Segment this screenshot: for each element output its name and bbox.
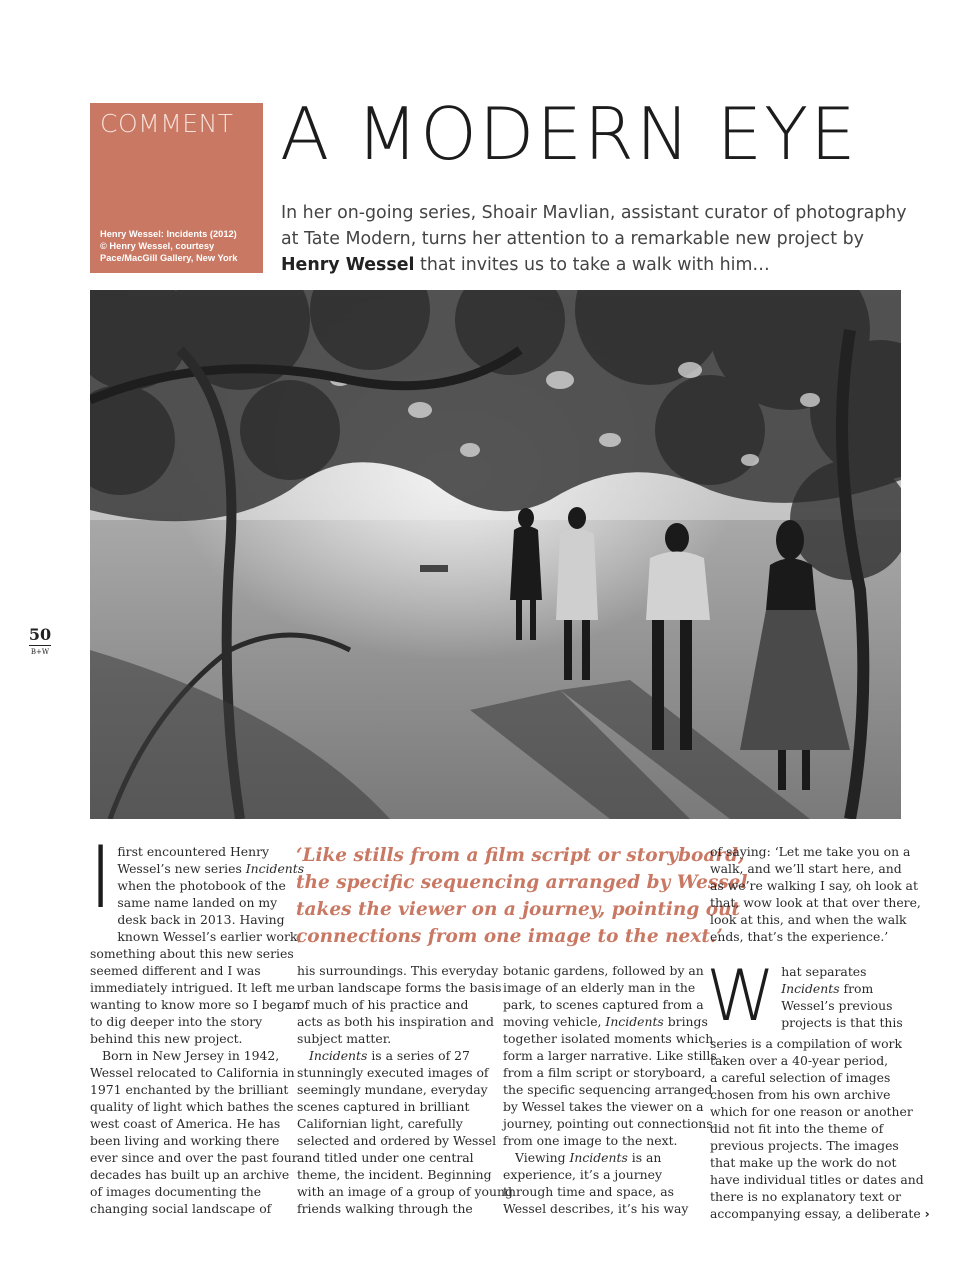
body-column-2	[297, 962, 513, 1217]
text-line: acts as both his inspiration and	[297, 1014, 494, 1029]
page-number: 50	[28, 625, 52, 644]
text-line: walk, and we’ll start here, and	[710, 861, 902, 876]
text-line: Wessel’s previous	[781, 998, 893, 1013]
text-line: first encountered Henry	[117, 844, 269, 859]
text-line: urban landscape forms the basis	[297, 980, 502, 995]
text-line: selected and ordered by Wessel	[297, 1133, 497, 1148]
text-line: previous projects. The images	[710, 1138, 899, 1153]
text-line: Born in New Jersey in 1942,	[102, 1048, 280, 1063]
text-line: chosen from his own archive	[710, 1087, 891, 1102]
standfirst-lead: In her on-going series, Shoair Mavlian, assistant curator of photography at Tate Modern, turns her attention to a remarkable new project by	[281, 203, 907, 249]
text-line: taken over a 40-year period,	[710, 1053, 889, 1068]
text-line: stunningly executed images of	[297, 1065, 489, 1080]
text-line: quality of light which bathes the	[90, 1099, 294, 1114]
text-line: Wessel describes, it’s his way	[503, 1201, 689, 1216]
text-line: experience, it’s a journey	[503, 1167, 662, 1182]
text-line: Wessel relocated to California in	[90, 1065, 295, 1080]
text-line: form a larger narrative. Like stills	[503, 1048, 717, 1063]
body-column-1	[88, 828, 305, 1217]
text-line: of saying: ‘Let me take you on a	[710, 844, 911, 859]
text-line: immediately intrigued. It left me	[90, 980, 295, 995]
text-line: have individual titles or dates and	[710, 1172, 924, 1187]
body-column-3	[503, 962, 717, 1217]
text-line: friends walking through the	[297, 1201, 473, 1216]
text-line: ends, that’s the experience.’	[710, 929, 889, 944]
text-line: look at this, and when the walk	[710, 912, 907, 927]
text-line: that make up the work do not	[710, 1155, 897, 1170]
text-line: behind this new project.	[90, 1031, 243, 1046]
dropcap: W	[706, 955, 776, 1037]
continue-arrow-icon: ›	[924, 1206, 930, 1221]
text-line: through time and space, as	[503, 1184, 674, 1199]
standfirst-tail: that invites us to take a walk with him…	[414, 255, 770, 275]
text-line-last	[710, 1205, 930, 1222]
text-line: subject matter.	[297, 1031, 392, 1046]
text-line: projects is that this	[781, 1015, 903, 1030]
hero-photograph	[90, 290, 901, 819]
text-line: seemingly mundane, everyday	[297, 1082, 488, 1097]
text-line: moving vehicle, Incidents brings	[503, 1014, 708, 1029]
text-line: changing social landscape of	[90, 1201, 272, 1216]
text-line: ever since and over the past four	[90, 1150, 298, 1165]
magazine-mark: B+W	[30, 648, 50, 656]
text-line: decades has built up an archive	[90, 1167, 290, 1182]
text-line: his surroundings. This everyday	[297, 963, 499, 978]
text-line: together isolated moments which	[503, 1031, 714, 1046]
text-line: hat separates	[781, 964, 867, 979]
text-line: same name landed on my	[117, 895, 278, 910]
text-line: something about this new series	[90, 946, 294, 961]
text-line: there is no explanatory text or	[710, 1189, 901, 1204]
text-line: as we’re walking I say, oh look at	[710, 878, 918, 893]
dropcap: I	[88, 828, 114, 928]
text-line: Wessel’s new series Incidents	[117, 861, 305, 876]
caption-line: © Henry Wessel, courtesy	[100, 241, 215, 251]
text-line: desk back in 2013. Having	[117, 912, 285, 927]
text-line: of images documenting the	[90, 1184, 262, 1199]
caption-line: Henry Wessel: Incidents (2012)	[100, 229, 237, 239]
photo-caption	[100, 228, 257, 264]
text-line: park, to scenes captured from a	[503, 997, 704, 1012]
page-folio	[20, 625, 60, 656]
text-line: a careful selection of images	[710, 1070, 891, 1085]
text-line: 1971 enchanted by the brilliant	[90, 1082, 289, 1097]
text-line: known Wessel’s earlier work,	[117, 929, 302, 944]
pull-quote	[296, 842, 748, 950]
text-line: to dig deeper into the story	[90, 1014, 263, 1029]
text-line: which for one reason or another	[710, 1104, 913, 1119]
text-line: and titled under one central	[297, 1150, 474, 1165]
caption-line: Pace/MacGill Gallery, New York	[100, 253, 238, 263]
text-line: Incidents is a series of 27	[309, 1048, 470, 1063]
standfirst	[281, 200, 911, 278]
section-label: COMMENT	[100, 109, 234, 138]
text-line: west coast of America. He has	[90, 1116, 281, 1131]
text-line: seemed different and I was	[90, 963, 261, 978]
comment-section-box	[90, 103, 263, 273]
text-line: scenes captured in brilliant	[297, 1099, 470, 1114]
pull-quote-line: the specific sequencing arranged by Wessel	[296, 872, 748, 893]
text-line: wanting to know more so I began	[90, 997, 301, 1012]
text-line: image of an elderly man in the	[503, 980, 696, 995]
text-line: did not fit into the theme of	[710, 1121, 884, 1136]
text-line: with an image of a group of young	[297, 1184, 513, 1199]
pull-quote-line: connections from one image to the next.’	[296, 926, 723, 947]
article-headline: A MODERN EYE	[280, 92, 858, 176]
text-line: Incidents from	[781, 981, 874, 996]
text-line: journey, pointing out connections	[503, 1116, 713, 1131]
text-line: series is a compilation of work	[710, 1036, 902, 1051]
text-line: theme, the incident. Beginning	[297, 1167, 492, 1182]
text-line: that, wow look at that over there,	[710, 895, 921, 910]
text-line: been living and working there	[90, 1133, 280, 1148]
standfirst-name: Henry Wessel	[281, 255, 415, 275]
text-line: Californian light, carefully	[297, 1116, 463, 1131]
text-line: botanic gardens, followed by an	[503, 963, 704, 978]
text-line: accompanying essay, a deliberate	[710, 1206, 921, 1221]
photo-illustration	[90, 290, 901, 819]
text-line: from a film script or storyboard,	[503, 1065, 706, 1080]
text-line: when the photobook of the	[117, 878, 286, 893]
text-line: from one image to the next.	[503, 1133, 678, 1148]
text-line: by Wessel takes the viewer on a	[503, 1099, 704, 1114]
text-line: Viewing Incidents is an	[515, 1150, 662, 1165]
pull-quote-line: takes the viewer on a journey, pointing out	[296, 899, 741, 920]
pull-quote-line: ‘Like stills from a film script or storyboard,	[296, 845, 745, 866]
body-column-4	[706, 843, 930, 1222]
text-line: the specific sequencing arranged	[503, 1082, 713, 1097]
text-line: of much of his practice and	[297, 997, 469, 1012]
